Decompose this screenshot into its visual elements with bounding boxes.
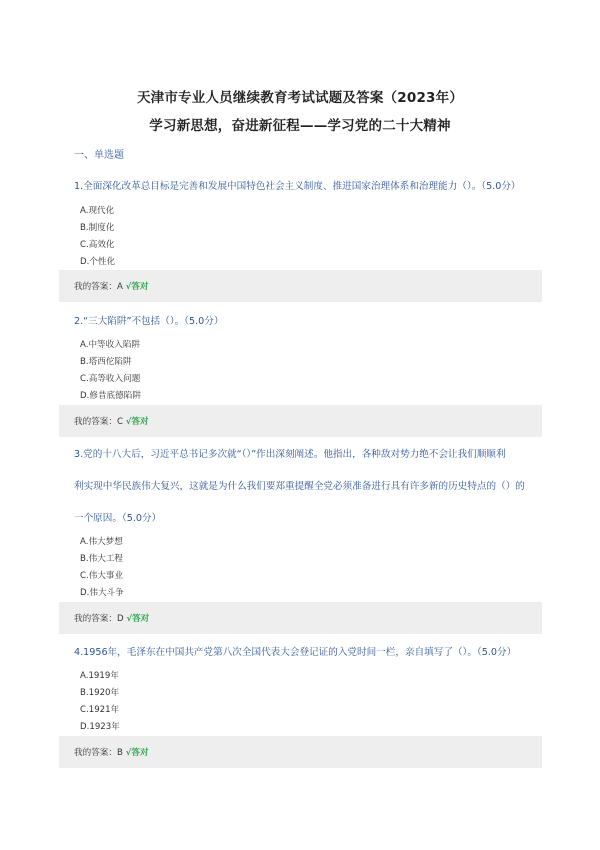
answer-line: [74, 746, 149, 758]
section-heading: 一、单选题: [74, 150, 124, 161]
question-3-option-a[interactable]: A.伟大梦想: [80, 537, 123, 547]
correct-mark: √答对: [125, 282, 149, 292]
question-2-option-b[interactable]: B.塔西佗陷阱: [80, 357, 132, 367]
correct-mark: √答对: [126, 614, 150, 624]
document-title: 天津市专业人员继续教育考试试题及答案（2023年）: [136, 90, 464, 106]
question-2-option-c[interactable]: C.高等收入问题: [80, 374, 141, 384]
answer-value: B: [116, 748, 123, 758]
question-1-option-d[interactable]: D.个性化: [80, 257, 116, 267]
question-2-option-d[interactable]: D.修昔底德陷阱: [80, 391, 141, 401]
question-3-text-line-2: 利实现中华民族伟大复兴，这就是为什么我们要郑重提醒全党必须准备进行具有许多新的历史特点的（）的: [74, 481, 525, 492]
answer-label: 我的答案：: [74, 614, 117, 624]
answer-line: [74, 612, 149, 624]
question-2-text: 2.“三大陷阱”不包括（）。（5.0分）: [74, 316, 224, 327]
question-3-option-b[interactable]: B.伟大工程: [80, 554, 124, 564]
answer-line: [74, 415, 149, 427]
question-1-text: 1.全面深化改革总目标是完善和发展中国特色社会主义制度、推进国家治理体系和治理能力（）。（5.0分）: [74, 181, 521, 192]
question-4-option-a[interactable]: A.1919年: [80, 671, 119, 681]
answer-label: 我的答案：: [74, 748, 117, 758]
correct-mark: √答对: [125, 748, 149, 758]
question-4-option-d[interactable]: D.1923年: [80, 722, 120, 732]
question-4-text: 4.1956年，毛泽东在中国共产党第八次全国代表大会登记证的入党时间一栏，亲自填写了（）。（5.0分）: [74, 647, 517, 658]
question-3-text-line-3: 一个原因。（5.0分）: [74, 513, 162, 524]
question-1-answer-box: [59, 270, 542, 302]
question-2-answer-box: [59, 405, 542, 437]
answer-label: 我的答案：: [74, 417, 117, 427]
correct-mark: √答对: [125, 417, 149, 427]
answer-line: [74, 280, 149, 292]
question-1-option-a[interactable]: A.现代化: [80, 206, 115, 216]
question-3-option-d[interactable]: D.伟大斗争: [80, 588, 124, 598]
question-4-option-c[interactable]: C.1921年: [80, 705, 120, 715]
document-subtitle: 学习新思想，奋进新征程——学习党的二十大精神: [149, 118, 451, 134]
answer-value: A: [116, 282, 123, 292]
question-2-option-a[interactable]: A.中等收入陷阱: [80, 340, 141, 350]
answer-value: D: [116, 614, 124, 624]
question-4-option-b[interactable]: B.1920年: [80, 688, 120, 698]
question-1-option-c[interactable]: C.高效化: [80, 240, 115, 250]
answer-label: 我的答案：: [74, 282, 117, 292]
question-1-option-b[interactable]: B.制度化: [80, 223, 115, 233]
question-4-answer-box: [59, 736, 542, 768]
question-3-answer-box: [59, 602, 542, 634]
answer-value: C: [116, 417, 123, 427]
question-3-text-line-1: 3.党的十八大后，习近平总书记多次就“（）”作出深刻阐述。他指出，各种敌对势力绝不会让我们顺顺利: [74, 449, 506, 460]
question-3-option-c[interactable]: C.伟大事业: [80, 571, 124, 581]
